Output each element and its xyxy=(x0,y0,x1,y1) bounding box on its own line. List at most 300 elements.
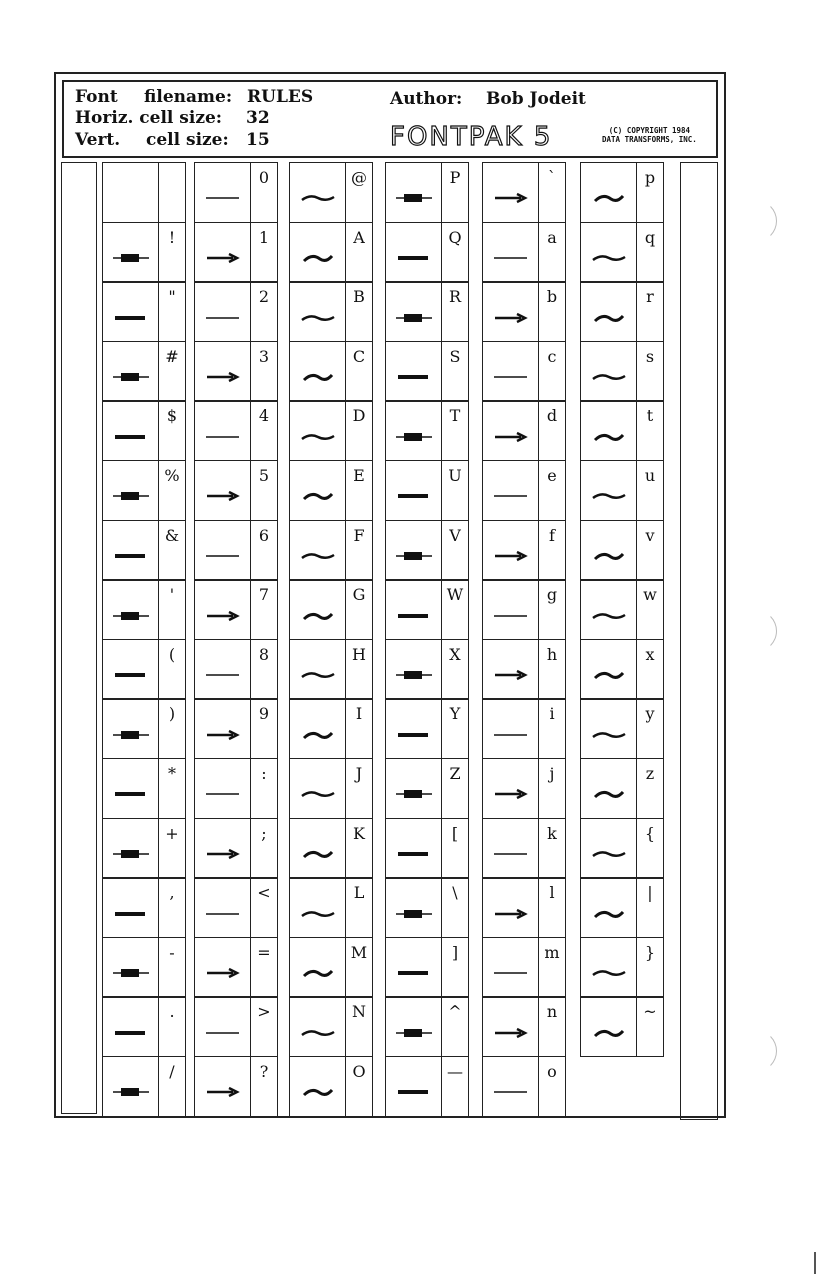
glyph-cell xyxy=(580,877,636,938)
char-cell: N xyxy=(345,996,373,1057)
char-cell: R xyxy=(441,281,469,342)
glyph-cell xyxy=(580,520,636,581)
glyph-cell xyxy=(102,937,158,998)
rule-glyph-icon xyxy=(589,191,629,205)
char-cell: ) xyxy=(158,698,186,759)
rule-glyph-icon xyxy=(491,668,531,682)
copyright-line-1: (C) COPYRIGHT 1984 xyxy=(608,126,691,135)
char-cell: 9 xyxy=(250,698,278,759)
rule-glyph-icon xyxy=(589,668,629,682)
rule-glyph-icon xyxy=(394,549,434,563)
char-cell: i xyxy=(538,698,566,759)
glyph-cell xyxy=(102,698,158,759)
char-cell: $ xyxy=(158,400,186,461)
glyph-cell xyxy=(289,996,345,1057)
rule-glyph-icon xyxy=(111,668,151,682)
glyph-cell xyxy=(482,877,538,938)
glyph-cell xyxy=(385,996,441,1057)
char-cell: k xyxy=(538,818,566,879)
rule-glyph-icon xyxy=(203,489,243,503)
glyph-cell xyxy=(194,996,250,1057)
vert-label: Vert. xyxy=(75,130,121,150)
rule-glyph-icon xyxy=(491,609,531,623)
binder-hole xyxy=(735,610,777,652)
glyph-cell xyxy=(289,579,345,640)
glyph-cell xyxy=(194,400,250,461)
glyph-cell xyxy=(102,222,158,283)
rule-glyph-icon xyxy=(203,787,243,801)
rule-glyph-icon xyxy=(589,609,629,623)
rule-glyph-icon xyxy=(298,728,338,742)
glyph-cell xyxy=(102,400,158,461)
char-cell: ~ xyxy=(636,996,664,1057)
rule-glyph-icon xyxy=(394,191,434,205)
rule-glyph-icon xyxy=(298,1026,338,1040)
glyph-cell xyxy=(102,996,158,1057)
glyph-cell xyxy=(194,818,250,879)
char-cell: P xyxy=(441,162,469,223)
rule-glyph-icon xyxy=(589,489,629,503)
glyph-cell xyxy=(102,877,158,938)
char-cell: % xyxy=(158,460,186,521)
char-cell: ] xyxy=(441,937,469,998)
rule-glyph-icon xyxy=(394,668,434,682)
glyph-cell xyxy=(385,1056,441,1117)
glyph-cell xyxy=(580,818,636,879)
copyright-notice xyxy=(602,126,697,144)
glyph-cell xyxy=(102,758,158,819)
glyph-cell xyxy=(482,1056,538,1117)
rule-glyph-icon xyxy=(589,847,629,861)
horiz-cell-value: 32 xyxy=(246,108,270,128)
glyph-cell xyxy=(385,520,441,581)
char-cell: | xyxy=(636,877,664,938)
char-cell: 5 xyxy=(250,460,278,521)
glyph-cell xyxy=(482,281,538,342)
char-cell: ( xyxy=(158,639,186,700)
char-cell: g xyxy=(538,579,566,640)
char-cell: > xyxy=(250,996,278,1057)
glyph-cell xyxy=(580,281,636,342)
glyph-cell xyxy=(482,341,538,402)
rule-glyph-icon xyxy=(111,966,151,980)
rule-glyph-icon xyxy=(203,668,243,682)
char-cell: h xyxy=(538,639,566,700)
glyph-cell xyxy=(385,818,441,879)
rule-glyph-icon xyxy=(589,311,629,325)
char-cell: y xyxy=(636,698,664,759)
glyph-cell xyxy=(289,937,345,998)
char-cell: G xyxy=(345,579,373,640)
glyph-cell xyxy=(482,579,538,640)
glyph-cell xyxy=(289,1056,345,1117)
rule-glyph-icon xyxy=(491,311,531,325)
fontpak-brand-logo: FONTPAK 5 xyxy=(390,122,553,152)
rule-glyph-icon xyxy=(203,728,243,742)
rule-glyph-icon xyxy=(394,251,434,265)
char-cell: 3 xyxy=(250,341,278,402)
rule-glyph-icon xyxy=(491,728,531,742)
rule-glyph-icon xyxy=(298,311,338,325)
char-cell: . xyxy=(158,996,186,1057)
rule-glyph-icon xyxy=(491,430,531,444)
glyph-cell xyxy=(102,162,158,223)
char-cell: S xyxy=(441,341,469,402)
char-cell: 7 xyxy=(250,579,278,640)
char-cell: U xyxy=(441,460,469,521)
glyph-cell xyxy=(102,818,158,879)
glyph-cell xyxy=(194,222,250,283)
glyph-cell xyxy=(102,639,158,700)
char-cell: X xyxy=(441,639,469,700)
char-cell: W xyxy=(441,579,469,640)
rule-glyph-icon xyxy=(491,191,531,205)
glyph-cell xyxy=(102,579,158,640)
glyph-cell xyxy=(580,758,636,819)
glyph-cell xyxy=(194,520,250,581)
char-cell: w xyxy=(636,579,664,640)
rule-glyph-icon xyxy=(111,1026,151,1040)
glyph-cell xyxy=(194,758,250,819)
glyph-cell xyxy=(194,639,250,700)
char-cell: ! xyxy=(158,222,186,283)
glyph-cell xyxy=(385,162,441,223)
rule-glyph-icon xyxy=(111,370,151,384)
glyph-cell xyxy=(482,162,538,223)
char-cell: a xyxy=(538,222,566,283)
char-cell: s xyxy=(636,341,664,402)
rule-glyph-icon xyxy=(491,787,531,801)
glyph-cell xyxy=(580,579,636,640)
rule-glyph-icon xyxy=(589,430,629,444)
char-cell: q xyxy=(636,222,664,283)
char-cell: V xyxy=(441,520,469,581)
glyph-cell xyxy=(580,639,636,700)
char-cell: F xyxy=(345,520,373,581)
char-cell: m xyxy=(538,937,566,998)
rule-glyph-icon xyxy=(394,370,434,384)
font-label: Font xyxy=(75,87,118,107)
glyph-cell xyxy=(580,400,636,461)
rule-glyph-icon xyxy=(111,609,151,623)
char-cell: c xyxy=(538,341,566,402)
rule-glyph-icon xyxy=(298,907,338,921)
char-cell: — xyxy=(441,1056,469,1117)
vert-cell-label: cell size: xyxy=(146,130,229,150)
rule-glyph-icon xyxy=(298,1085,338,1099)
char-cell: 0 xyxy=(250,162,278,223)
right-rail xyxy=(680,162,718,1120)
rule-glyph-icon xyxy=(203,847,243,861)
rule-glyph-icon xyxy=(589,907,629,921)
char-cell: Z xyxy=(441,758,469,819)
char-cell: n xyxy=(538,996,566,1057)
rule-glyph-icon xyxy=(111,847,151,861)
filename-label: filename: xyxy=(144,87,233,107)
rule-glyph-icon xyxy=(203,191,243,205)
rule-glyph-icon xyxy=(491,907,531,921)
char-cell: u xyxy=(636,460,664,521)
char-cell: p xyxy=(636,162,664,223)
char-cell: E xyxy=(345,460,373,521)
rule-glyph-icon xyxy=(298,609,338,623)
glyph-cell xyxy=(194,281,250,342)
glyph-cell xyxy=(194,1056,250,1117)
rule-glyph-icon xyxy=(111,489,151,503)
char-cell: D xyxy=(345,400,373,461)
char-cell: } xyxy=(636,937,664,998)
char-cell: j xyxy=(538,758,566,819)
char-cell: v xyxy=(636,520,664,581)
glyph-cell xyxy=(385,400,441,461)
char-cell: + xyxy=(158,818,186,879)
rule-glyph-icon xyxy=(203,549,243,563)
rule-glyph-icon xyxy=(298,668,338,682)
glyph-cell xyxy=(102,460,158,521)
glyph-cell xyxy=(289,818,345,879)
char-cell: r xyxy=(636,281,664,342)
rule-glyph-icon xyxy=(203,251,243,265)
glyph-cell xyxy=(482,758,538,819)
char-cell: : xyxy=(250,758,278,819)
char-cell: [ xyxy=(441,818,469,879)
char-cell xyxy=(158,162,186,223)
glyph-cell xyxy=(482,639,538,700)
char-cell: 4 xyxy=(250,400,278,461)
binder-hole xyxy=(735,200,777,242)
glyph-cell xyxy=(385,758,441,819)
rule-glyph-icon xyxy=(491,251,531,265)
rule-glyph-icon xyxy=(111,549,151,563)
rule-glyph-icon xyxy=(394,311,434,325)
glyph-cell xyxy=(289,460,345,521)
rule-glyph-icon xyxy=(394,1026,434,1040)
char-cell: 6 xyxy=(250,520,278,581)
vert-cell-value: 15 xyxy=(246,130,270,150)
glyph-cell xyxy=(289,400,345,461)
horiz-cell-label: Horiz. cell size: xyxy=(75,108,223,128)
rule-glyph-icon xyxy=(491,966,531,980)
scan-edge-mark xyxy=(814,1252,816,1274)
glyph-cell xyxy=(580,996,636,1057)
binder-hole xyxy=(735,1030,777,1072)
rule-glyph-icon xyxy=(589,966,629,980)
char-cell: O xyxy=(345,1056,373,1117)
char-cell: e xyxy=(538,460,566,521)
glyph-cell xyxy=(482,460,538,521)
char-cell: K xyxy=(345,818,373,879)
glyph-cell xyxy=(289,162,345,223)
char-cell: I xyxy=(345,698,373,759)
char-cell: 8 xyxy=(250,639,278,700)
char-cell: z xyxy=(636,758,664,819)
rule-glyph-icon xyxy=(298,966,338,980)
char-cell: @ xyxy=(345,162,373,223)
rule-glyph-icon xyxy=(203,311,243,325)
glyph-cell xyxy=(385,877,441,938)
rule-glyph-icon xyxy=(203,430,243,444)
rule-glyph-icon xyxy=(111,311,151,325)
rule-glyph-icon xyxy=(589,787,629,801)
char-cell: & xyxy=(158,520,186,581)
glyph-cell xyxy=(194,877,250,938)
glyph-cell xyxy=(482,818,538,879)
glyph-cell xyxy=(482,698,538,759)
rule-glyph-icon xyxy=(589,728,629,742)
rule-glyph-icon xyxy=(394,489,434,503)
char-cell: b xyxy=(538,281,566,342)
rule-glyph-icon xyxy=(111,430,151,444)
char-cell: ? xyxy=(250,1056,278,1117)
char-cell: M xyxy=(345,937,373,998)
char-cell: o xyxy=(538,1056,566,1117)
rule-glyph-icon xyxy=(491,370,531,384)
char-cell: { xyxy=(636,818,664,879)
rule-glyph-icon xyxy=(589,1026,629,1040)
glyph-cell xyxy=(385,698,441,759)
char-cell: ` xyxy=(538,162,566,223)
filename-value: RULES xyxy=(247,87,314,107)
char-cell: B xyxy=(345,281,373,342)
glyph-cell xyxy=(385,460,441,521)
glyph-cell xyxy=(385,281,441,342)
glyph-cell xyxy=(194,698,250,759)
glyph-cell xyxy=(580,460,636,521)
char-cell: * xyxy=(158,758,186,819)
char-cell: , xyxy=(158,877,186,938)
glyph-cell xyxy=(580,222,636,283)
copyright-line-2: DATA TRANSFORMS, INC. xyxy=(602,135,697,144)
char-cell: H xyxy=(345,639,373,700)
char-cell: f xyxy=(538,520,566,581)
char-cell: 2 xyxy=(250,281,278,342)
glyph-cell xyxy=(289,341,345,402)
glyph-cell xyxy=(580,162,636,223)
char-cell: A xyxy=(345,222,373,283)
glyph-cell xyxy=(385,937,441,998)
rule-glyph-icon xyxy=(394,847,434,861)
glyph-cell xyxy=(194,162,250,223)
glyph-cell xyxy=(289,758,345,819)
rule-glyph-icon xyxy=(589,251,629,265)
glyph-cell xyxy=(194,341,250,402)
rule-glyph-icon xyxy=(394,609,434,623)
glyph-cell xyxy=(289,520,345,581)
rule-glyph-icon xyxy=(491,549,531,563)
glyph-cell xyxy=(580,341,636,402)
char-cell: J xyxy=(345,758,373,819)
char-cell: - xyxy=(158,937,186,998)
glyph-cell xyxy=(102,520,158,581)
glyph-cell xyxy=(482,996,538,1057)
char-cell: Y xyxy=(441,698,469,759)
char-cell: d xyxy=(538,400,566,461)
glyph-cell xyxy=(194,579,250,640)
rule-glyph-icon xyxy=(203,370,243,384)
glyph-cell xyxy=(102,341,158,402)
rule-glyph-icon xyxy=(394,1085,434,1099)
char-cell: ^ xyxy=(441,996,469,1057)
rule-glyph-icon xyxy=(394,787,434,801)
rule-glyph-icon xyxy=(589,370,629,384)
rule-glyph-icon xyxy=(111,728,151,742)
glyph-cell xyxy=(580,698,636,759)
char-cell: l xyxy=(538,877,566,938)
rule-glyph-icon xyxy=(491,847,531,861)
char-cell: " xyxy=(158,281,186,342)
char-cell: x xyxy=(636,639,664,700)
glyph-cell xyxy=(482,222,538,283)
rule-glyph-icon xyxy=(491,1026,531,1040)
glyph-cell xyxy=(385,639,441,700)
glyph-cell xyxy=(289,698,345,759)
glyph-cell xyxy=(289,281,345,342)
rule-glyph-icon xyxy=(203,966,243,980)
rule-glyph-icon xyxy=(298,430,338,444)
glyph-cell xyxy=(385,341,441,402)
char-cell: < xyxy=(250,877,278,938)
glyph-cell xyxy=(102,281,158,342)
rule-glyph-icon xyxy=(111,787,151,801)
glyph-cell xyxy=(289,222,345,283)
rule-glyph-icon xyxy=(298,489,338,503)
glyph-cell xyxy=(482,520,538,581)
glyph-cell xyxy=(102,1056,158,1117)
glyph-cell xyxy=(289,639,345,700)
rule-glyph-icon xyxy=(298,549,338,563)
glyph-cell xyxy=(482,400,538,461)
glyph-cell xyxy=(289,877,345,938)
glyph-cell xyxy=(385,579,441,640)
char-cell: 1 xyxy=(250,222,278,283)
rule-glyph-icon xyxy=(394,430,434,444)
rule-glyph-icon xyxy=(491,1085,531,1099)
rule-glyph-icon xyxy=(298,370,338,384)
char-cell: Q xyxy=(441,222,469,283)
char-cell: ' xyxy=(158,579,186,640)
char-cell: T xyxy=(441,400,469,461)
rule-glyph-icon xyxy=(394,966,434,980)
left-rail xyxy=(61,162,97,1114)
rule-glyph-icon xyxy=(394,907,434,921)
char-cell: = xyxy=(250,937,278,998)
rule-glyph-icon xyxy=(491,489,531,503)
glyph-cell xyxy=(194,937,250,998)
glyph-cell xyxy=(580,937,636,998)
rule-glyph-icon xyxy=(298,787,338,801)
char-cell: # xyxy=(158,341,186,402)
rule-glyph-icon xyxy=(111,907,151,921)
author-value: Bob Jodeit xyxy=(486,89,586,109)
char-cell: ; xyxy=(250,818,278,879)
rule-glyph-icon xyxy=(203,609,243,623)
char-cell: t xyxy=(636,400,664,461)
glyph-cell xyxy=(194,460,250,521)
rule-glyph-icon xyxy=(298,847,338,861)
glyph-cell xyxy=(482,937,538,998)
char-cell: / xyxy=(158,1056,186,1117)
rule-glyph-icon xyxy=(298,191,338,205)
glyph-cell xyxy=(385,222,441,283)
rule-glyph-icon xyxy=(203,1085,243,1099)
char-cell: L xyxy=(345,877,373,938)
rule-glyph-icon xyxy=(589,549,629,563)
rule-glyph-icon xyxy=(394,728,434,742)
char-cell: C xyxy=(345,341,373,402)
rule-glyph-icon xyxy=(203,907,243,921)
rule-glyph-icon xyxy=(111,251,151,265)
char-cell: \ xyxy=(441,877,469,938)
